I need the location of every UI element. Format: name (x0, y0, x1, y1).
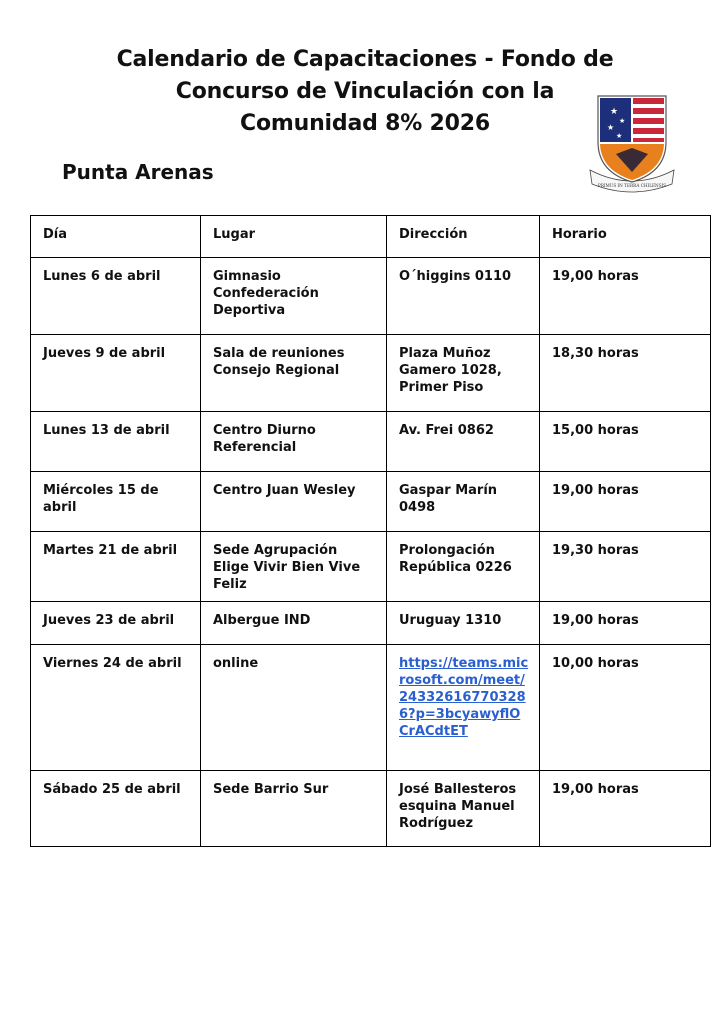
table-row (31, 472, 711, 532)
cell-dia: Lunes 13 de abril (31, 412, 201, 472)
table-header-row (31, 216, 711, 258)
cell-horario: 19,30 horas (540, 532, 711, 602)
cell-lugar: Sede Barrio Sur (201, 771, 387, 847)
header-horario: Horario (540, 216, 711, 258)
cell-lugar: Sala de reuniones Consejo Regional (201, 335, 387, 412)
city-heading: Punta Arenas (62, 160, 214, 184)
header-direccion: Dirección (387, 216, 540, 258)
cell-lugar: Gimnasio Confederación Deportiva (201, 258, 387, 335)
cell-lugar: Albergue IND (201, 602, 387, 645)
cell-direccion: O´higgins 0110 (387, 258, 540, 335)
title-line-2: Concurso de Vinculación con la (175, 79, 555, 104)
cell-dia: Lunes 6 de abril (31, 258, 201, 335)
title-line-1: Calendario de Capacitaciones - Fondo de (116, 47, 614, 72)
cell-direccion: Plaza Muñoz Gamero 1028, Primer Piso (387, 335, 540, 412)
cell-dia: Martes 21 de abril (31, 532, 201, 602)
cell-direccion: Prolongación República 0226 (387, 532, 540, 602)
schedule-table (30, 215, 711, 847)
table-row (31, 335, 711, 412)
table-row (31, 412, 711, 472)
cell-lugar: Sede Agrupación Elige Vivir Bien Vive Feliz (201, 532, 387, 602)
cell-horario: 15,00 horas (540, 412, 711, 472)
svg-text:★: ★ (619, 117, 626, 125)
cell-direccion: Gaspar Marín 0498 (387, 472, 540, 532)
cell-direccion: Av. Frei 0862 (387, 412, 540, 472)
cell-horario: 19,00 horas (540, 771, 711, 847)
cell-horario: 19,00 horas (540, 602, 711, 645)
svg-text:★: ★ (616, 132, 623, 140)
cell-lugar: online (201, 645, 387, 771)
cell-lugar: Centro Diurno Referencial (201, 412, 387, 472)
cell-direccion: Uruguay 1310 (387, 602, 540, 645)
table-row (31, 645, 711, 771)
header-dia: Día (31, 216, 201, 258)
cell-dia: Jueves 23 de abril (31, 602, 201, 645)
table-row (31, 258, 711, 335)
svg-text:★: ★ (610, 107, 619, 117)
cell-horario: 18,30 horas (540, 335, 711, 412)
cell-dia: Jueves 9 de abril (31, 335, 201, 412)
svg-text:★: ★ (607, 123, 615, 132)
table-row (31, 532, 711, 602)
cell-direccion (387, 645, 540, 771)
teams-meeting-link[interactable]: https://teams.microsoft.com/meet/243326167703286?p=3bcyawyflOCrACdtET (399, 656, 529, 739)
cell-dia: Sábado 25 de abril (31, 771, 201, 847)
cell-horario: 10,00 horas (540, 645, 711, 771)
cell-dia: Viernes 24 de abril (31, 645, 201, 771)
cell-direccion: José Ballesteros esquina Manuel Rodríguez (387, 771, 540, 847)
cell-horario: 19,00 horas (540, 258, 711, 335)
title-line-3: Comunidad 8% 2026 (240, 111, 490, 136)
cell-lugar: Centro Juan Wesley (201, 472, 387, 532)
cell-dia: Miércoles 15 de abril (31, 472, 201, 532)
svg-text:PRIMUS IN TERRA CHILENSIS: PRIMUS IN TERRA CHILENSIS (597, 183, 667, 188)
municipal-crest-icon (586, 92, 678, 196)
table-row (31, 602, 711, 645)
cell-horario: 19,00 horas (540, 472, 711, 532)
page-title (60, 44, 670, 140)
header-lugar: Lugar (201, 216, 387, 258)
table-row (31, 771, 711, 847)
